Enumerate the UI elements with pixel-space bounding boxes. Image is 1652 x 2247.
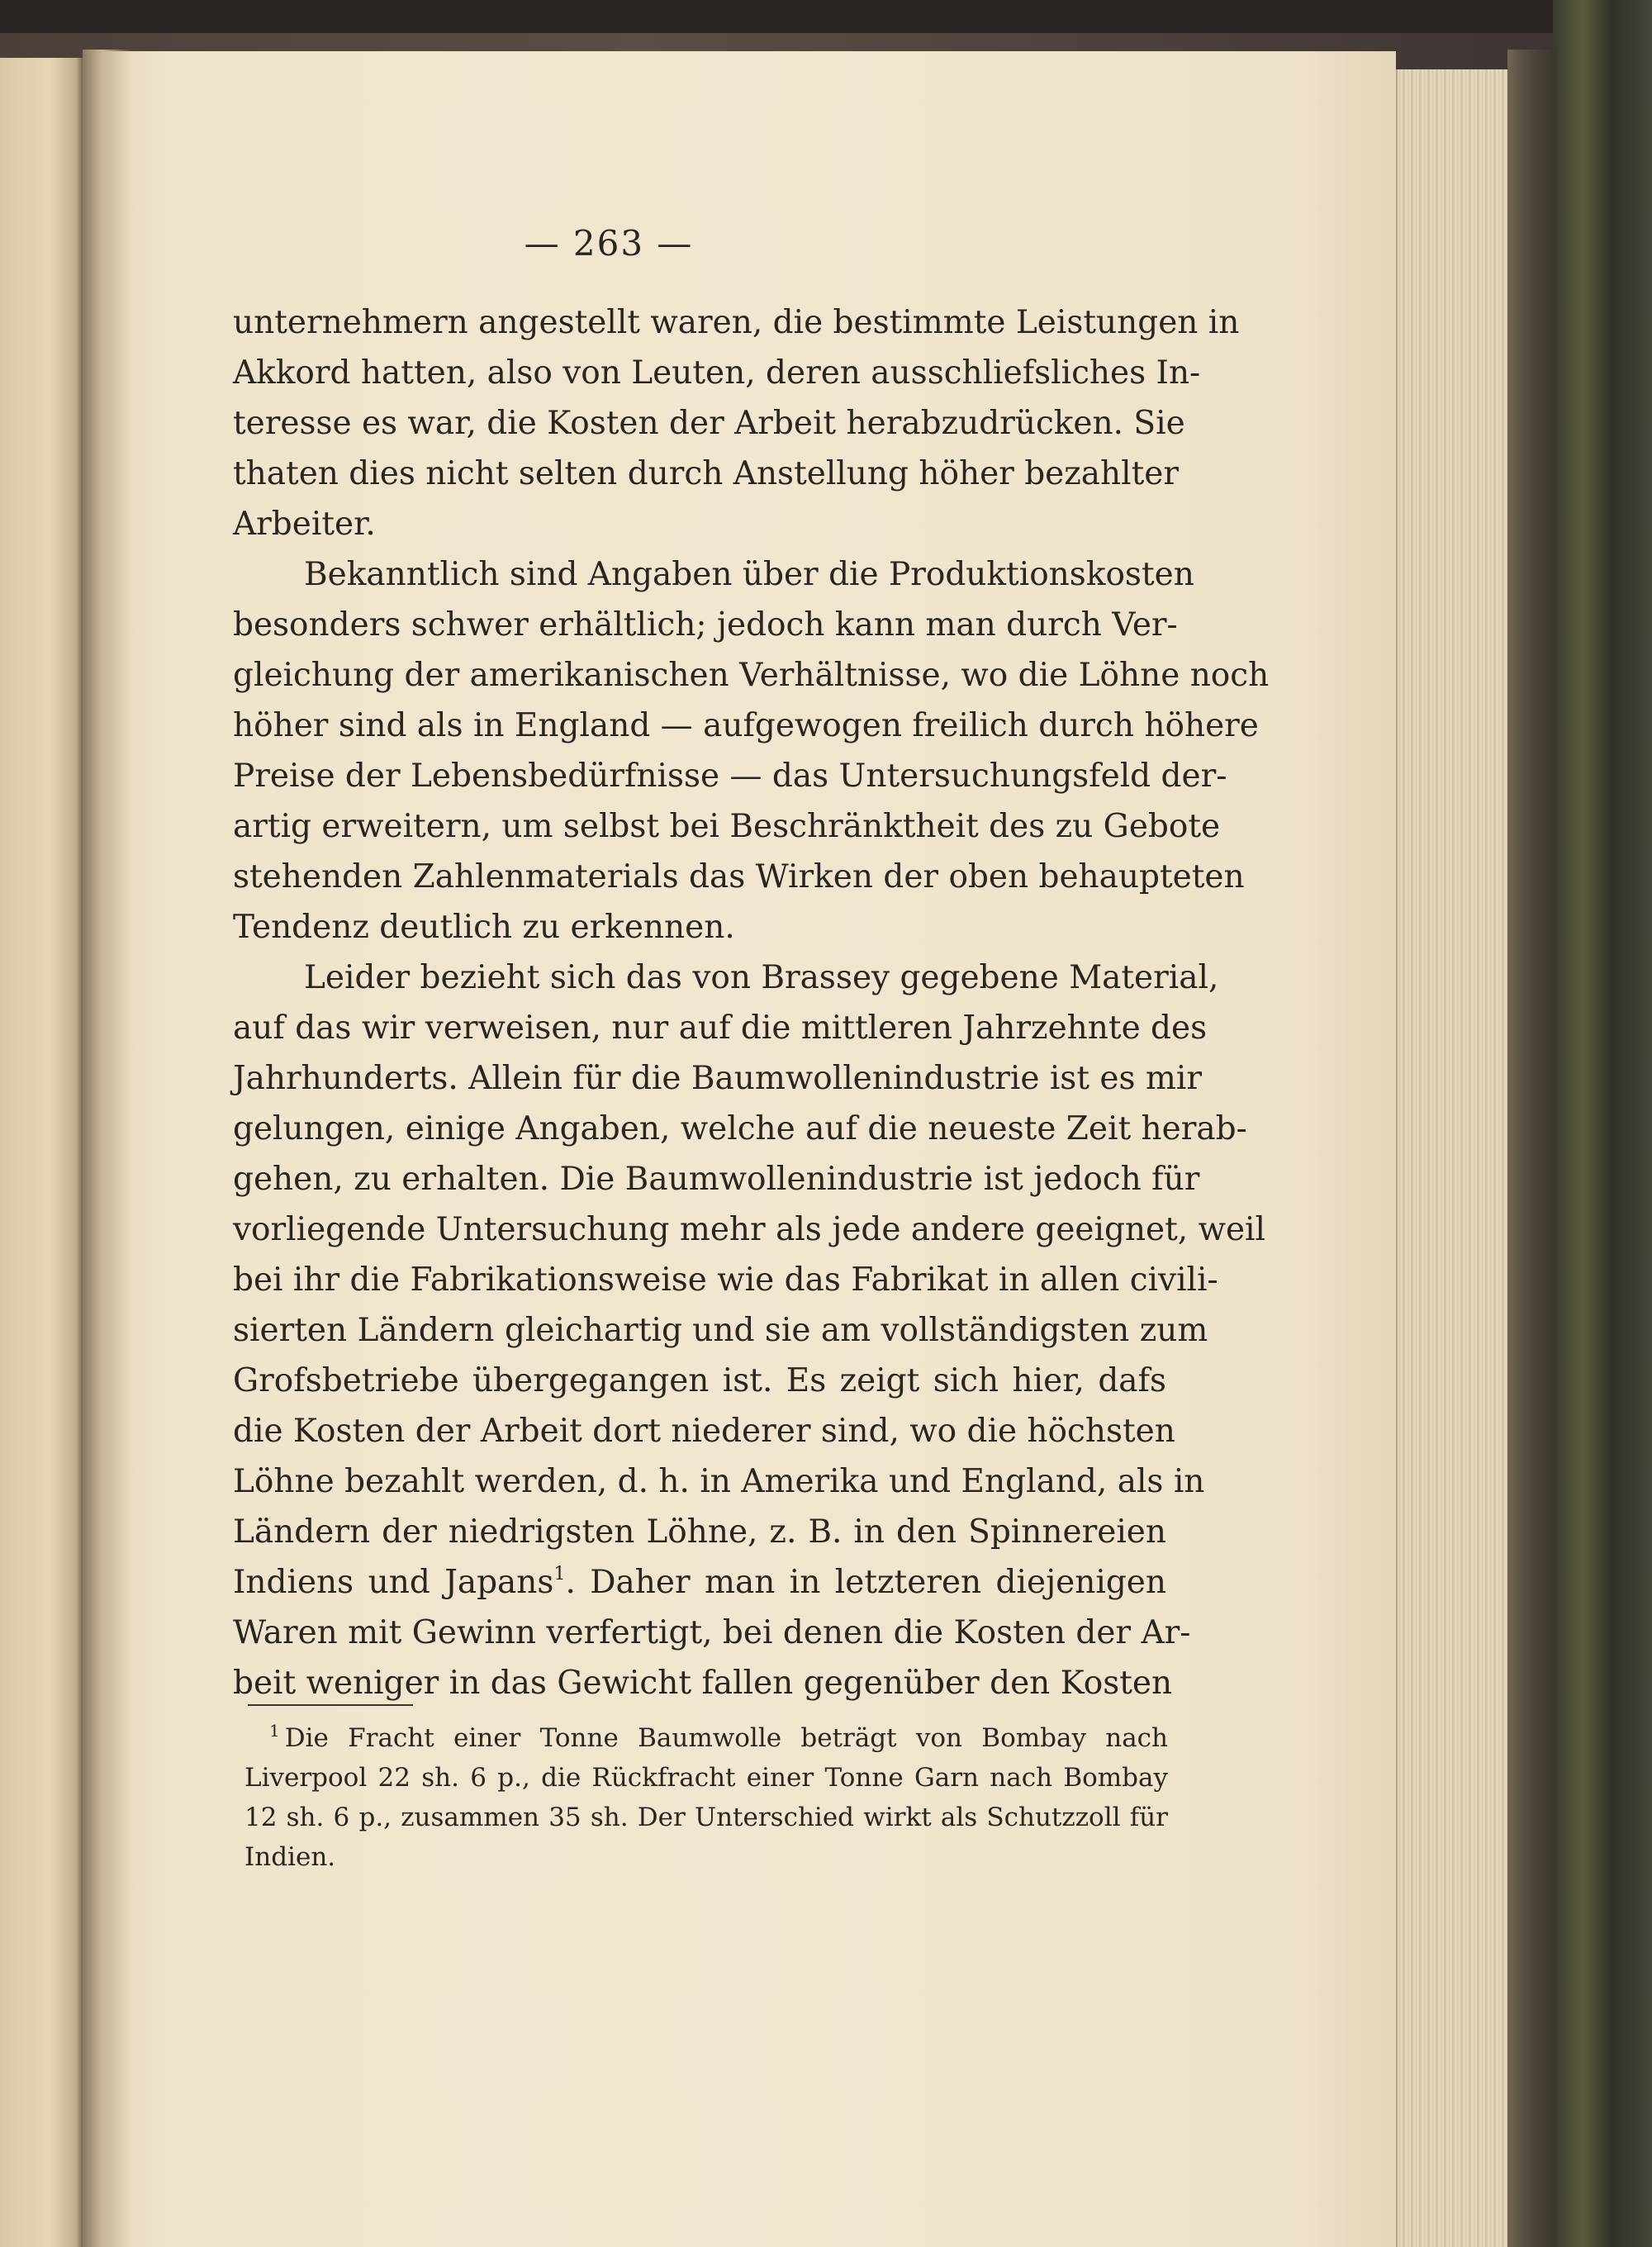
text-line: Akkord hatten, also von Leuten, deren ausschliefsliches In- — [233, 354, 1201, 392]
body-text — [233, 297, 1270, 1708]
text-line: höher sind als in England — aufgewogen freilich durch höhere — [233, 707, 1259, 744]
text-line: Preise der Lebensbedürfnisse — das Untersuchungsfeld der- — [233, 758, 1227, 795]
footnote-text: Die Fracht einer Tonne Baumwolle beträgt von Bombay nach — [284, 1723, 1168, 1753]
footnote — [244, 1718, 1168, 1877]
left-page-edge — [0, 58, 83, 2247]
footnote-line — [244, 1718, 1168, 1758]
page-stack-shadow — [1507, 50, 1557, 2247]
text-line: Arbeiter. — [233, 506, 376, 543]
text-line: Waren mit Gewinn verfertigt, bei denen die Kosten der Ar- — [233, 1614, 1191, 1651]
text-line: teresse es war, die Kosten der Arbeit herabzudrücken. Sie — [233, 405, 1185, 442]
text-line: artig erweitern, um selbst bei Beschränktheit des zu Gebote — [233, 808, 1221, 845]
text-line: die Kosten der Arbeit dort niederer sind, wo die höchsten — [233, 1413, 1175, 1450]
text-line: sierten Ländern gleichartig und sie am vollständigsten zum — [233, 1312, 1208, 1349]
text-line: Bekanntlich sind Angaben über die Produktionskosten — [304, 556, 1194, 593]
text-line: Leider bezieht sich das von Brassey gegebene Material, — [304, 959, 1219, 996]
book-cover-edge — [1553, 0, 1652, 2247]
footnote-line: Liverpool 22 sh. 6 p., die Rückfracht einer Tonne Garn nach Bombay — [244, 1763, 1168, 1793]
text-line: bei ihr die Fabrikationsweise wie das Fabrikat in allen civili- — [233, 1261, 1218, 1299]
text-line: Ländern der niedrigsten Löhne, z. B. in den Spinnereien — [233, 1513, 1166, 1551]
footnote-divider — [248, 1704, 413, 1706]
page-gutter — [83, 50, 132, 2247]
text-line: gehen, zu erhalten. Die Baumwollenindustrie ist jedoch für — [233, 1161, 1200, 1198]
text-line: vorliegende Untersuchung mehr als jede andere geeignet, weil — [233, 1211, 1265, 1248]
footnote-reference: 1 — [553, 1564, 566, 1584]
page-stack-edge — [1396, 69, 1509, 2247]
text-line: beit weniger in das Gewicht fallen gegenüber den Kosten — [233, 1665, 1173, 1702]
text-line: besonders schwer erhältlich; jedoch kann man durch Ver- — [233, 606, 1178, 644]
text-line: stehenden Zahlenmaterials das Wirken der oben behaupteten — [233, 858, 1245, 895]
text-line: Jahrhunderts. Allein für die Baumwollenindustrie ist es mir — [233, 1060, 1202, 1097]
text-fragment: Indiens und Japans — [233, 1564, 554, 1601]
text-line: gelungen, einige Angaben, welche auf die neueste Zeit herab- — [233, 1110, 1247, 1147]
text-line: thaten dies nicht selten durch Anstellung höher bezahlter — [233, 455, 1180, 492]
text-line: Löhne bezahlt werden, d. h. in Amerika und England, als in — [233, 1463, 1205, 1500]
text-line: auf das wir verweisen, nur auf die mittleren Jahrzehnte des — [233, 1009, 1208, 1047]
text-line: Grofsbetriebe übergegangen ist. Es zeigt sich hier, dafs — [233, 1362, 1166, 1399]
footnote-line: 12 sh. 6 p., zusammen 35 sh. Der Unterschied wirkt als Schutzzoll für — [244, 1803, 1168, 1832]
page-number: — 263 — — [524, 223, 694, 264]
text-line: Tendenz deutlich zu erkennen. — [233, 909, 735, 946]
footnote-line: Indien. — [244, 1842, 336, 1872]
footnote-mark: 1 — [269, 1721, 280, 1741]
text-line: unternehmern angestellt waren, die bestimmte Leistungen in — [233, 304, 1240, 341]
text-fragment: . Daher man in letzteren diejenigen — [565, 1564, 1166, 1601]
text-line: gleichung der amerikanischen Verhältnisse, wo die Löhne noch — [233, 657, 1270, 694]
text-line-with-footnote — [233, 1557, 1166, 1608]
